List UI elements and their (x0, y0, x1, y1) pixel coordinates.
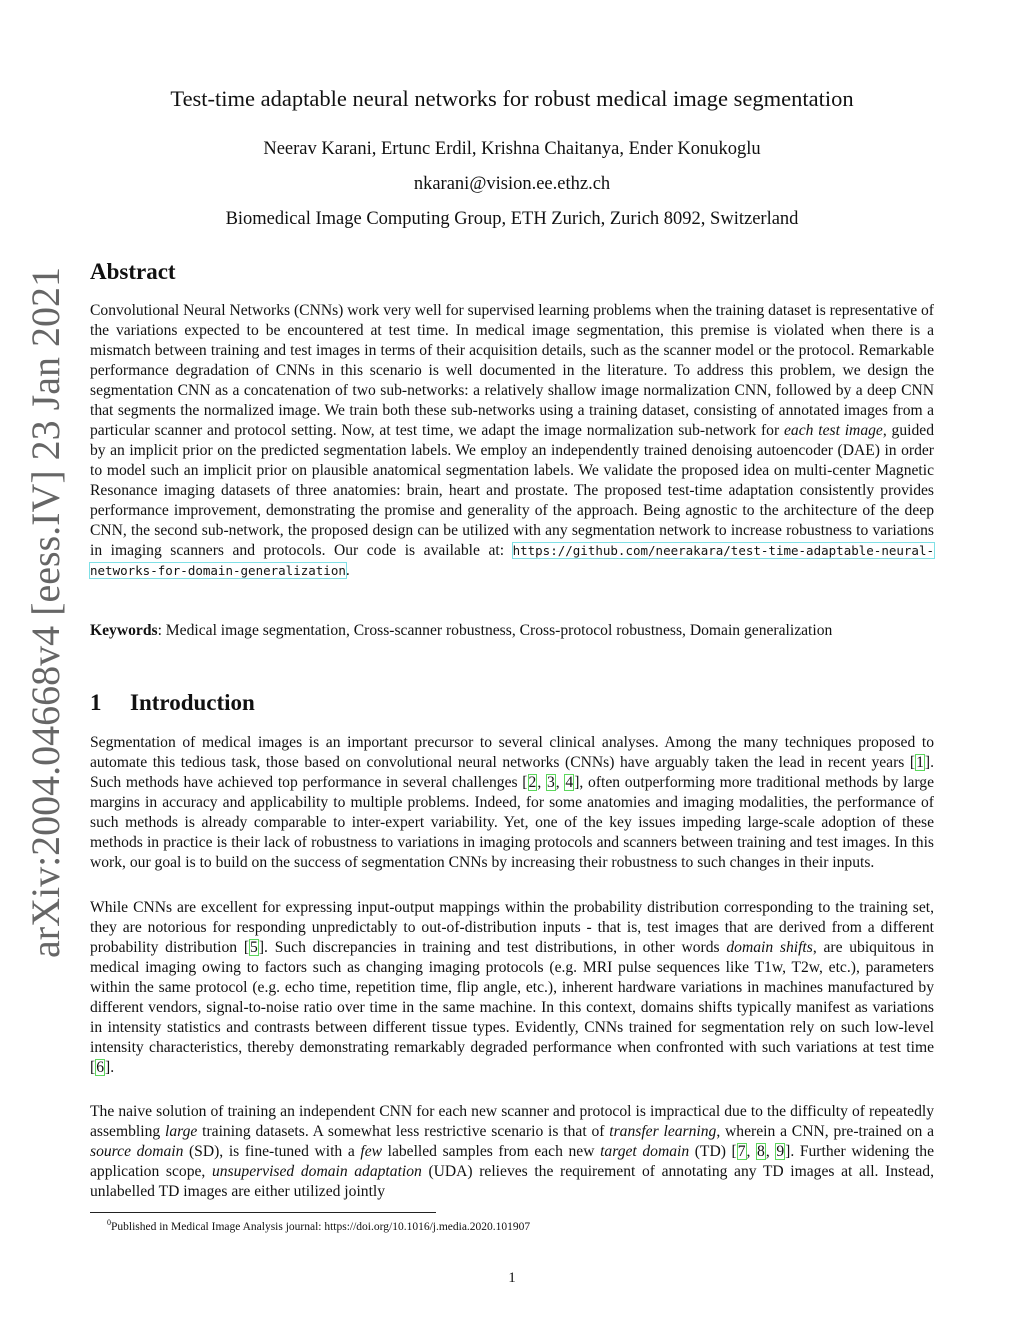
paper-title: Test-time adaptable neural networks for robust medical image segmentation (170, 86, 854, 111)
section-number: 1 (90, 690, 102, 715)
citation-link[interactable]: 5 (250, 939, 258, 956)
section-title: Introduction (130, 690, 255, 715)
intro-paragraph: Segmentation of medical images is an important precursor to several clinical analyses. Among the many techniques proposed to automate this tedious task, those based on convolutional neural networks (CNNs) have arguably taken the lead in recent years [1]. Such methods have achieved top performance in several challenges [2, 3, 4], often outperforming more traditional methods by large margins in accuracy and applicability to multiple problems. Indeed, for some anatomies and imaging modalities, the performance of such methods is already comparable to inter-expert variability. Yet, one of the key issues impeding large-scale adoption of these methods in practice is their lack of robustness to variations in imaging protocols and scanners between training and test images. In this work, our goal is to build on the success of segmentation CNNs by increasing their robustness to such changes in their inputs. (90, 734, 935, 871)
footnote-text: Published in Medical Image Analysis journal: https://doi.org/10.1016/j.media.2020.101907 (111, 1220, 531, 1233)
abstract-heading: Abstract (90, 259, 176, 284)
author-email: nkarani@vision.ee.ethz.ch (413, 174, 611, 194)
footnote-mark: 0 (107, 1218, 111, 1227)
paragraph-text: (UDA) relieves the requirement of annotating any TD images at all. Instead, unlabelled TD images are either utilized jointly (90, 1163, 934, 1200)
introduction-heading (90, 688, 255, 718)
emphasis-text: large (164, 1123, 198, 1140)
paragraph-text: (TD) [ (689, 1143, 737, 1160)
citation-link[interactable]: 1 (916, 754, 924, 771)
intro-paragraph: While CNNs are excellent for expressing input-output mappings within the probability distribution corresponding to the training set, they are notorious for responding unpredictably to out-of-distribution inputs - that is, test images that are derived from a different probability distribution [5]. Such discrepancies in training and test distributions, in other words domain shifts, are ubiquitous in medical imaging owing to factors such as changing imaging protocols (e.g. MRI pulse sequences like T1w, T2w, etc.), parameters within the same protocol (e.g. echo time, repetition time, flip angle, etc.), inherent hardware variations in machines manufactured by different vendors, signal-to-noise ratio over time in the same machine. In this context, domains shifts typically manifest as variations in intensity statistics and contrasts between different tissue types. Evidently, CNNs trained for segmentation rely on such low-level intensity characteristics, thereby demonstrating remarkably degraded performance when confronted with such variations at test time [6]. (90, 899, 934, 1076)
intro-paragraph (90, 1102, 934, 1202)
paragraph-text: , (537, 774, 546, 791)
paragraph-text: ]. Further widening the application scope, (90, 1143, 935, 1180)
emphasis-text: target domain (600, 1143, 690, 1160)
author-list: Neerav Karani, Ertunc Erdil, Krishna Chaitanya, Ender Konukoglu (263, 139, 761, 159)
paragraph-text: ], often outperforming more traditional methods by large margins in accuracy and applicability to multiple problems. Indeed, for some anatomies and imaging modalities, the performance of such methods is already comparable to inter-expert variability. Yet, one of the key issues impeding large-scale adoption of these methods in practice is their lack of robustness to variations in imaging protocols and scanners between training and test images. In this work, our goal is to build on the success of segmentation CNNs by increasing their robustness to such changes in their inputs. (90, 774, 935, 871)
citation-link[interactable]: 9 (776, 1143, 785, 1160)
keywords-label: Keywords (90, 622, 158, 639)
citation-link[interactable]: 8 (757, 1143, 765, 1160)
paragraph-text: , (746, 1143, 757, 1160)
paragraph-text: , are ubiquitous in medical imaging owing to factors such as changing imaging protocols (e.g. MRI pulse sequences like T1w, T2w, etc.), parameters within the same protocol (e.g. echo time, repetition time, flip angle, etc.), inherent hardware variations in machines manufactured by different vendors, signal-to-noise ratio over time in the same machine. In this context, domains shifts typically manifest as variations in intensity statistics and contrasts between different tissue types. Evidently, CNNs trained for segmentation rely on such low-level intensity characteristics, thereby demonstrating remarkably degraded performance when confronted with such variations at test time (90, 939, 934, 1056)
emphasis-text: transfer learning (609, 1123, 717, 1140)
affiliation: Biomedical Image Computing Group, ETH Zurich, Zurich 8092, Switzerland (225, 209, 799, 229)
emphasis-text: few (360, 1143, 383, 1160)
footnote (107, 1215, 927, 1235)
emphasis-text: source domain (90, 1143, 184, 1160)
paragraph-text: (SD), is fine-tuned with a (183, 1143, 361, 1160)
paragraph-text: . (110, 1059, 115, 1076)
paragraph-text: Segmentation of medical images is an important precursor to several clinical analyses. Among the many techniques proposed to automate this tedious task, those based on convolutional neural networks (CNNs) have arguably taken the lead in recent years (90, 734, 934, 771)
citation-link[interactable]: 3 (546, 774, 555, 791)
paragraph-text: training datasets. A somewhat less restrictive scenario is that of (197, 1123, 610, 1140)
citation-link[interactable]: 4 (565, 774, 574, 791)
keywords-text: : Medical image segmentation, Cross-scanner robustness, Cross-protocol robustness, Domain generalization (157, 622, 833, 639)
keywords (90, 621, 934, 641)
paragraph-text: The naive solution of training an independent CNN for each new scanner and protocol is impractical due to the difficulty of repeatedly assembling (90, 1103, 934, 1140)
abstract-emphasis: each test image (784, 422, 883, 439)
paragraph-text: , wherein a CNN, pre-trained on a (716, 1123, 934, 1140)
abstract-text: Convolutional Neural Networks (CNNs) work very well for supervised learning problems when the training dataset is representative of the variations expected to be encountered at test time. In medical image segmentation, this premise is violated when there is a mismatch between training and test images in terms of their acquisition details, such as the scanner model or the protocol. Remarkable performance degradation of CNNs in this scenario is well documented in the literature. To address this problem, we design the segmentation CNN as a concatenation of two sub-networks: a relatively shallow image normalization CNN, followed by a deep CNN that segments the normalized image. We train both these sub-networks using a training dataset, consisting of annotated images from a particular scanner and protocol setting. Now, at test time, we adapt the image normalization sub-network for (90, 302, 935, 439)
arxiv-stamp: arXiv:2004.04668v4 [eess.IV] 23 Jan 2021 (23, 267, 68, 958)
paragraph-text: While CNNs are excellent for expressing input-output mappings within the probability distribution corresponding to the training set, they are notorious for responding unpredictably to out-of-distribution inputs - that is, test images that are derived from a different probability distribution (90, 899, 934, 956)
page-number: 1 (508, 1270, 516, 1286)
citation-link[interactable]: 7 (737, 1143, 746, 1160)
citation-link[interactable]: 6 (96, 1059, 104, 1076)
paragraph-text: . Such methods have achieved top performance in several challenges [ (90, 754, 934, 791)
citation-link[interactable]: 2 (528, 774, 537, 791)
footnote-divider (90, 1212, 436, 1213)
abstract-text: . (345, 562, 350, 579)
code-repository-link[interactable]: https://github.com/neerakara/test-time-adaptable-neural-networks-for-domain-generalization (90, 543, 934, 578)
emphasis-text: unsupervised domain adaptation (211, 1163, 422, 1180)
paragraph-text: labelled samples from each new (382, 1143, 601, 1160)
paragraph-text: , (555, 774, 565, 791)
paragraph-text: . Such discrepancies in training and test distributions, in other words (264, 939, 727, 956)
emphasis-text: domain shifts (726, 939, 813, 956)
abstract-text: , guided by an implicit prior on the predicted segmentation labels. We employ an independently trained denoising autoencoder (DAE) in order to model such an implicit prior on plausible anatomical segmentation labels. We validate the proposed idea on multi-center Magnetic Resonance imaging datasets of three anatomies: brain, heart and prostate. The proposed test-time adaptation consistently provides performance improvement, demonstrating the promise and generality of the approach. Being agnostic to the architecture of the deep CNN, the second sub-network, the proposed design can be utilized with any segmentation network to increase robustness to variations in imaging scanners and protocols. Our code is available at: (90, 422, 935, 559)
abstract-body (90, 301, 934, 581)
paragraph-text: , (765, 1143, 776, 1160)
